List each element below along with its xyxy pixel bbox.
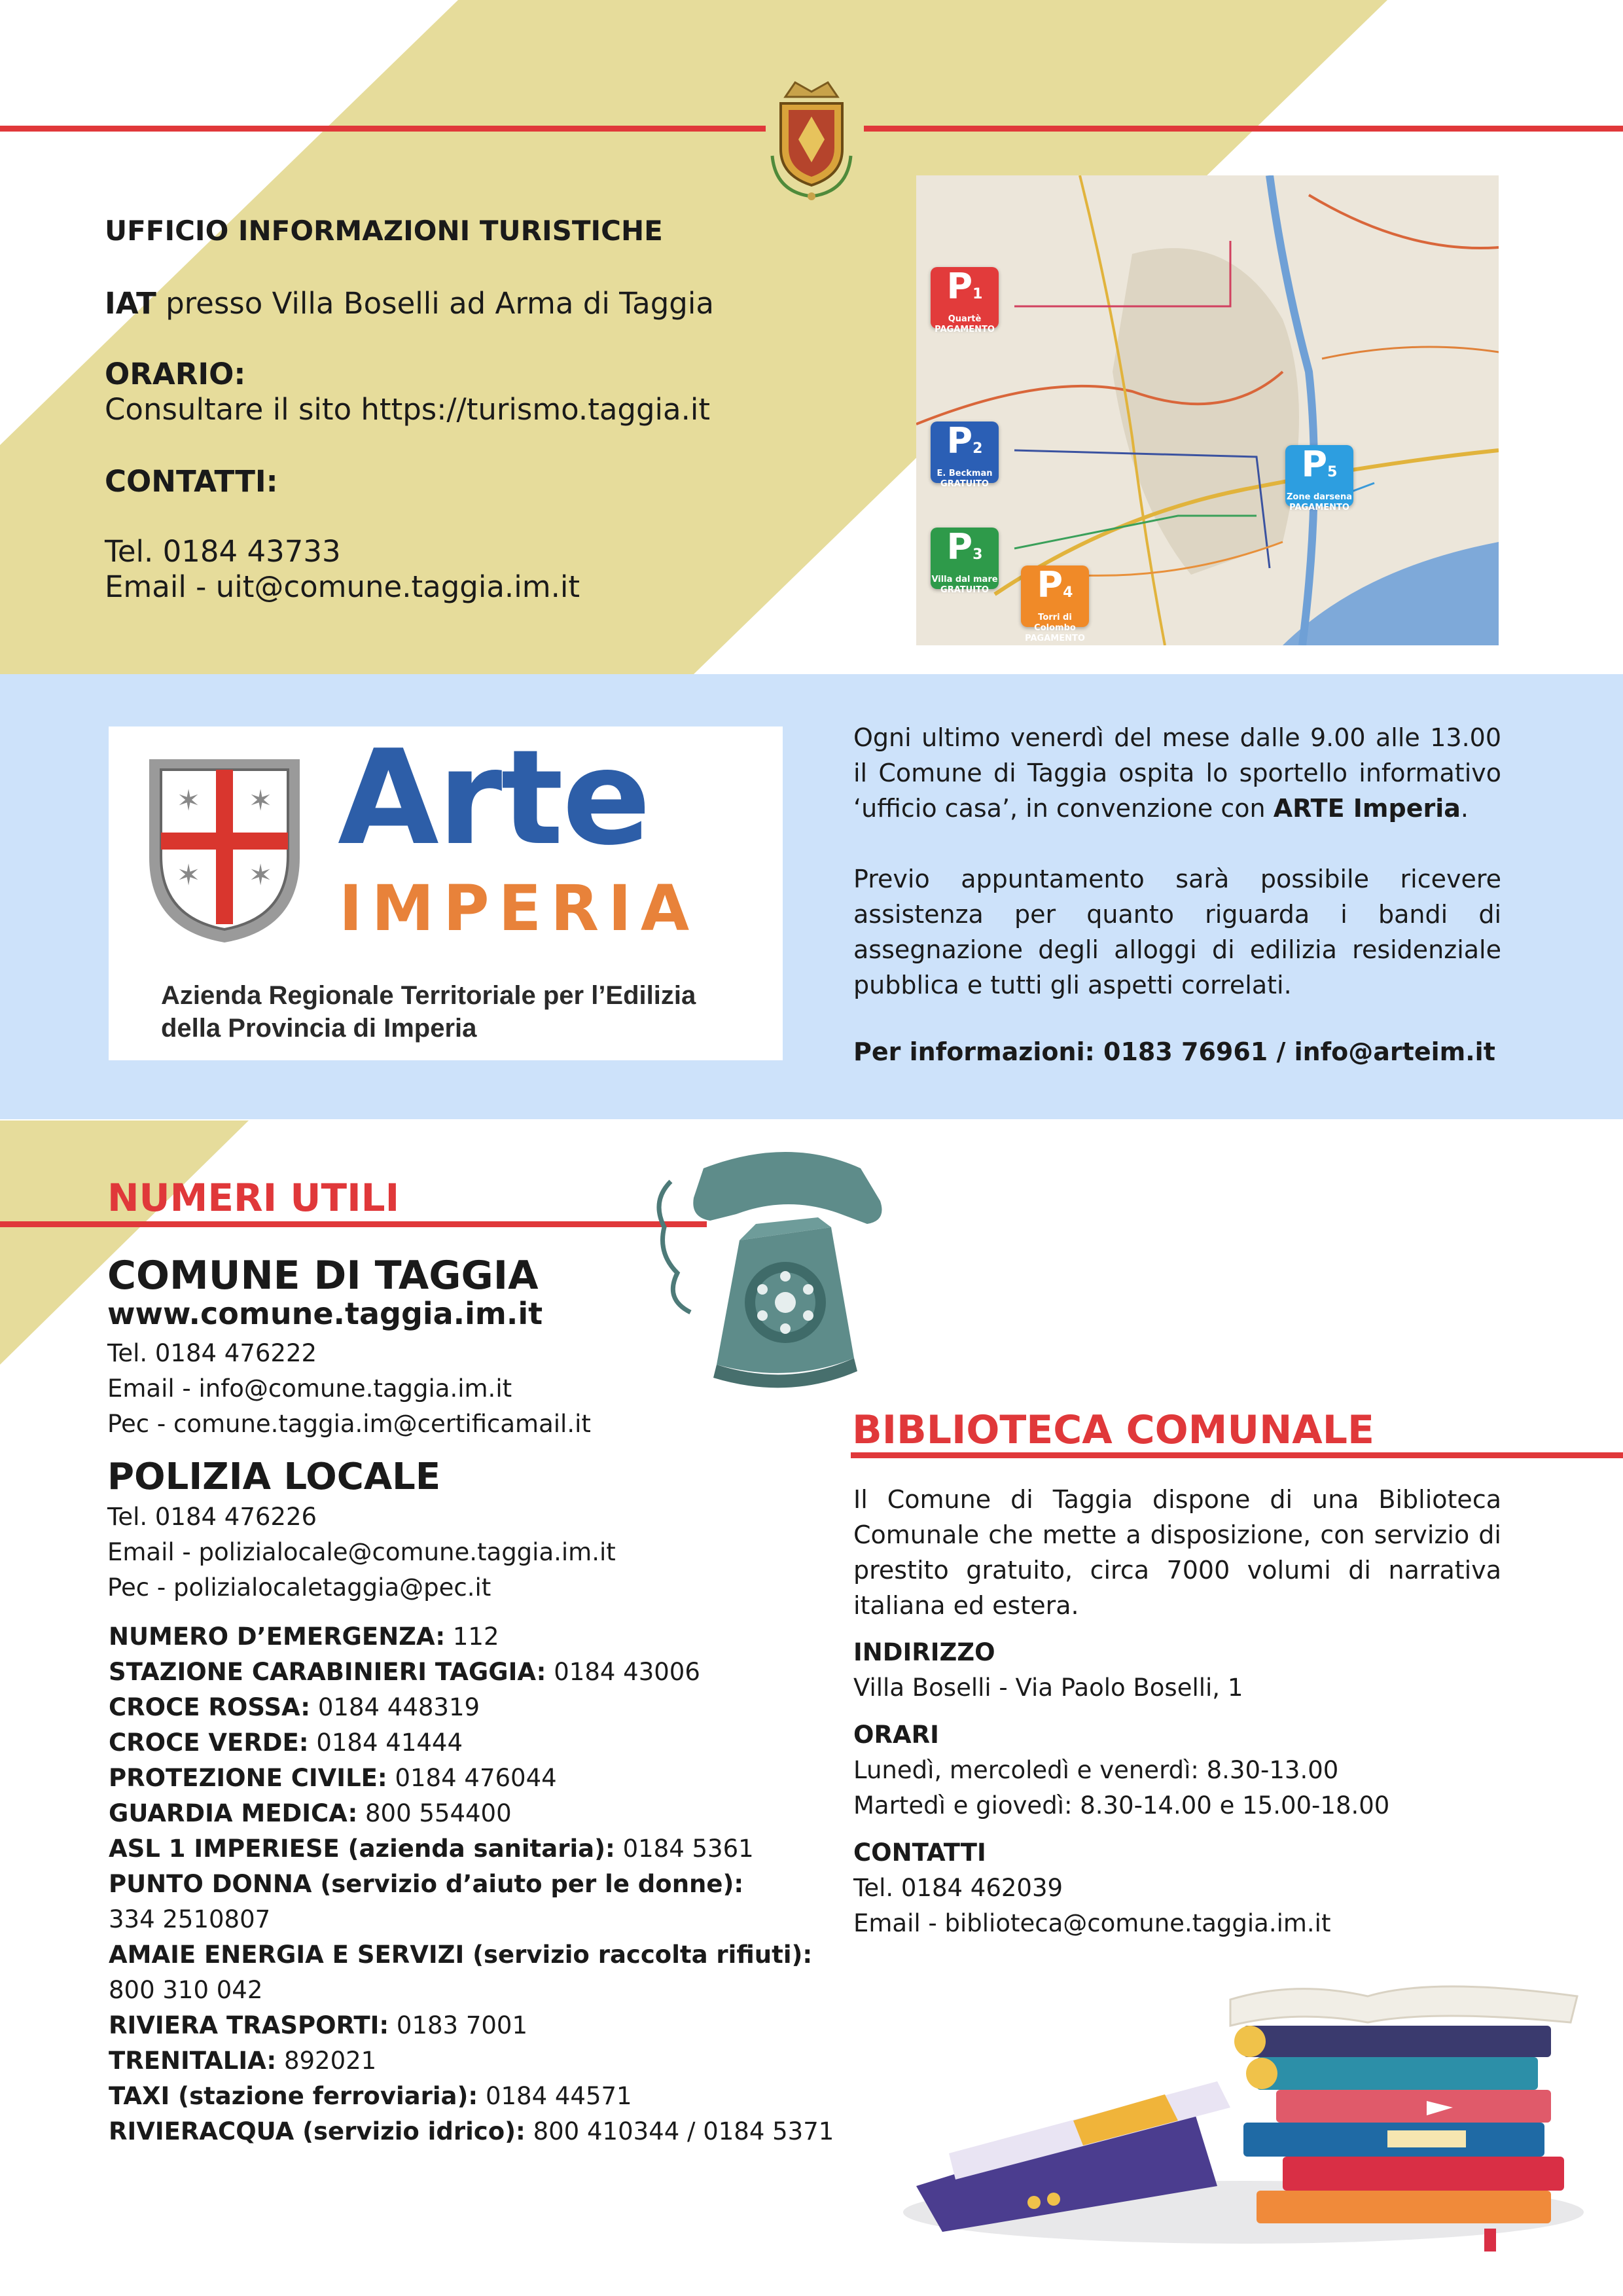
- parking-label-p1[interactable]: P1 Quartè PAGAMENTO: [931, 267, 999, 329]
- iat-label: IAT: [105, 286, 156, 321]
- svg-text:✶: ✶: [248, 859, 273, 892]
- tourist-office-email[interactable]: Email - uit@comune.taggia.im.it: [105, 569, 580, 604]
- arte-info[interactable]: Per informazioni: 0183 76961 / info@arteim.it: [853, 1037, 1495, 1066]
- biblioteca-address: Villa Boselli - Via Paolo Boselli, 1: [853, 1674, 1243, 1702]
- biblioteca-address-label: INDIRIZZO: [853, 1638, 995, 1666]
- biblioteca-contacts-label: CONTATTI: [853, 1839, 986, 1867]
- arte-paragraph-2: Previo appuntamento sarà possibile ricevere assistenza per quanto riguarda i bandi di assegnazione degli alloggi di edilizia residenziale pubblica e tutti gli aspetti correlati.: [853, 865, 1501, 999]
- polizia-email[interactable]: Email - polizialocale@comune.taggia.im.it: [107, 1538, 616, 1566]
- biblioteca-hours-2: Martedì e giovedì: 8.30-14.00 e 15.00-18.00: [853, 1791, 1390, 1820]
- comune-tel[interactable]: Tel. 0184 476222: [107, 1339, 317, 1367]
- biblioteca-title: BIBLIOTECA COMUNALE: [852, 1407, 1374, 1453]
- arte-logo-box: [109, 722, 783, 1060]
- numeri-utili-title: NUMERI UTILI: [107, 1175, 400, 1220]
- emergency-numbers-list: [109, 1619, 834, 2149]
- arte-logo-sub: IMPERIA: [339, 872, 699, 945]
- parking-label-p3[interactable]: P3 Villa dal mare GRATUITO: [931, 526, 998, 595]
- list-item: STAZIONE CARABINIERI TAGGIA: 0184 43006: [109, 1658, 700, 1686]
- list-item: TRENITALIA: 892021: [109, 2047, 377, 2075]
- hours-label: ORARIO:: [105, 357, 246, 391]
- liguria-shield-icon: [136, 746, 313, 949]
- svg-text:✶: ✶: [176, 784, 201, 817]
- list-item: CROCE VERDE: 0184 41444: [109, 1729, 463, 1757]
- hours-text[interactable]: Consultare il sito https://turismo.taggia.it: [105, 392, 711, 427]
- polizia-title: POLIZIA LOCALE: [107, 1456, 441, 1498]
- list-item: GUARDIA MEDICA: 800 554400: [109, 1799, 512, 1827]
- comune-email[interactable]: Email - info@comune.taggia.im.it: [107, 1374, 512, 1403]
- comune-pec[interactable]: Pec - comune.taggia.im@certificamail.it: [107, 1410, 591, 1438]
- parking-label-p4[interactable]: P4 Torri di Colombo PAGAMENTO: [1021, 565, 1089, 627]
- telephone-icon: [625, 1142, 926, 1404]
- svg-text:✶: ✶: [176, 859, 201, 892]
- arte-paragraph-1: Ogni ultimo venerdì del mese dalle 9.00 alle 13.00 il Comune di Taggia ospita lo sportello informativo ‘ufficio casa’, in convenzione con ARTE Imperia.: [853, 723, 1501, 823]
- list-item: 800 310 042: [109, 1976, 263, 2004]
- map-drawing: [916, 175, 1499, 645]
- biblioteca-tel[interactable]: Tel. 0184 462039: [853, 1874, 1063, 1902]
- arte-caption-line2: della Provincia di Imperia: [161, 1014, 477, 1043]
- tourist-office-tel[interactable]: Tel. 0184 43733: [105, 534, 341, 569]
- arte-logo-word: Arte: [338, 722, 650, 874]
- comune-website[interactable]: www.comune.taggia.im.it: [107, 1296, 543, 1331]
- comune-title: COMUNE DI TAGGIA: [107, 1253, 539, 1299]
- biblioteca-email[interactable]: Email - biblioteca@comune.taggia.im.it: [853, 1909, 1331, 1937]
- list-item: TAXI (stazione ferroviaria): 0184 44571: [109, 2082, 632, 2110]
- arte-caption-line1: Azienda Regionale Territoriale per l’Edilizia: [161, 981, 696, 1010]
- list-item: RIVIERA TRASPORTI: 0183 7001: [109, 2011, 528, 2039]
- tourist-office-title: UFFICIO INFORMAZIONI TURISTICHE: [105, 215, 663, 247]
- books-stack-icon: [825, 1970, 1597, 2251]
- list-item: RIVIERACQUA (servizio idrico): 800 410344 / 0184 5371: [109, 2117, 834, 2145]
- iat-text: presso Villa Boselli ad Arma di Taggia: [156, 286, 714, 321]
- coat-of-arms-icon: [762, 77, 861, 202]
- list-item: CROCE ROSSA: 0184 448319: [109, 1693, 480, 1721]
- iat-line: [105, 285, 714, 322]
- biblioteca-paragraph: Il Comune di Taggia dispone di una Biblioteca Comunale che mette a disposizione, con servizio di prestito gratuito, circa 7000 volumi di narrativa italiana ed estera.: [853, 1485, 1501, 1620]
- list-item: NUMERO D’EMERGENZA: 112: [109, 1623, 499, 1651]
- parking-label-p5[interactable]: P5 Zone darsena PAGAMENTO: [1286, 444, 1353, 512]
- contacts-label: CONTATTI:: [105, 464, 278, 499]
- list-item: 334 2510807: [109, 1905, 271, 1933]
- list-item: PUNTO DONNA (servizio d’aiuto per le donne):: [109, 1870, 744, 1898]
- svg-text:✶: ✶: [248, 784, 273, 817]
- list-item: PROTEZIONE CIVILE: 0184 476044: [109, 1764, 557, 1792]
- polizia-tel[interactable]: Tel. 0184 476226: [107, 1503, 317, 1531]
- biblioteca-hours-label: ORARI: [853, 1721, 939, 1749]
- list-item: AMAIE ENERGIA E SERVIZI (servizio raccolta rifiuti):: [109, 1941, 813, 1969]
- list-item: ASL 1 IMPERIESE (azienda sanitaria): 0184 5361: [109, 1835, 754, 1863]
- parking-map: [916, 175, 1499, 645]
- biblioteca-hours-1: Lunedì, mercoledì e venerdì: 8.30-13.00: [853, 1756, 1339, 1784]
- polizia-pec[interactable]: Pec - polizialocaletaggia@pec.it: [107, 1573, 491, 1602]
- parking-label-p2[interactable]: P2 E. Beckman GRATUITO: [931, 422, 999, 483]
